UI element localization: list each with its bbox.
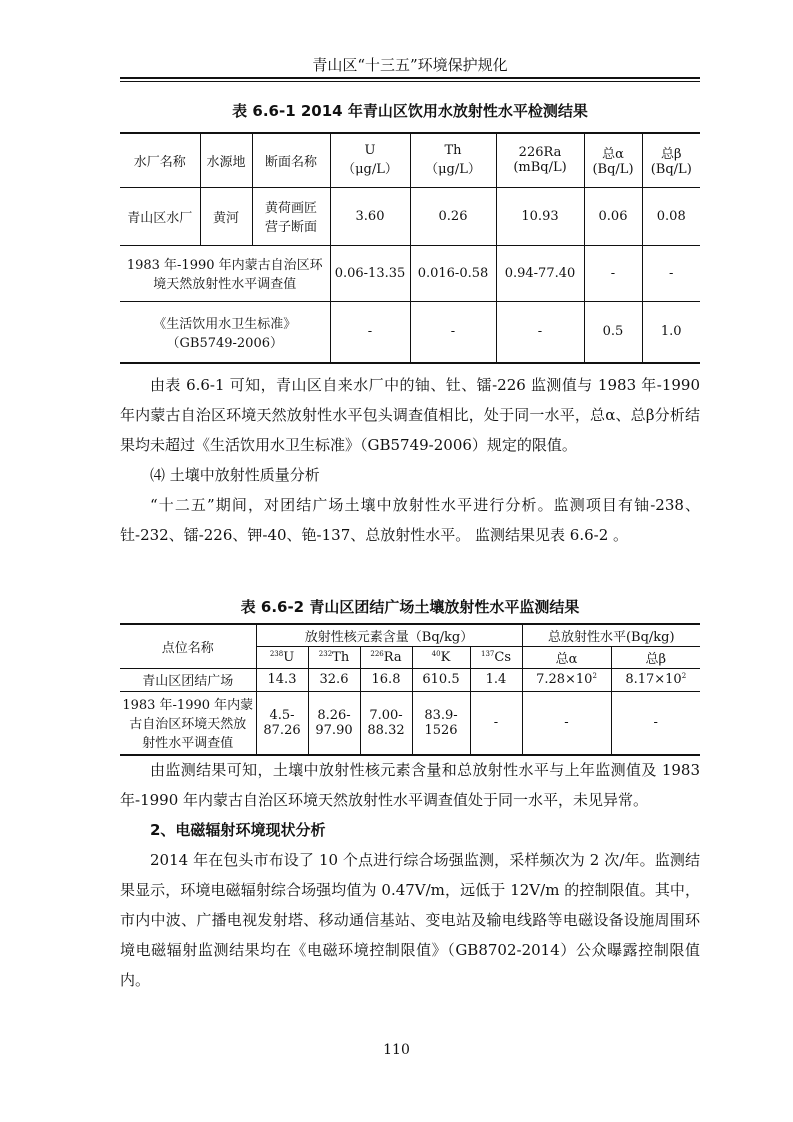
cell-ra: 16.8 <box>360 668 412 691</box>
cell-th: 0.016-0.58 <box>410 245 496 301</box>
paragraph: ⑷ 土壤中放射性质量分析 <box>150 466 320 484</box>
th-section: 断面名称 <box>252 133 330 187</box>
th-alpha: 总α <box>522 646 611 668</box>
cell-u: - <box>330 301 410 363</box>
th-total-group: 总放射性水平(Bq/kg) <box>522 624 700 646</box>
th-ra: 226Ra (mBq/L) <box>496 133 584 187</box>
table1-caption: 表 6.6-1 2014 年青山区饮用水放射性水平检测结果 <box>232 102 588 120</box>
table1 <box>120 132 700 364</box>
cell-th: 0.26 <box>410 187 496 245</box>
paragraph: “十二五”期间，对团结广场土壤中放射性水平进行分析。监测项目有铀-238、钍-232、镭-226、钾-40、铯-137、总放射性水平。 监测结果见表 6.6-2 。 <box>120 496 700 544</box>
running-header: 青山区“十三五”环境保护规化 <box>312 56 508 74</box>
th-th232: $^{232}$Th <box>308 646 360 668</box>
paragraph: 2014 年在包头市布设了 10 个点进行综合场强监测，采样频次为 2 次/年。监测结果显示，环境电磁辐射综合场强均值为 0.47V/m，远低于 12V/m 的控制限值。其中，市内中波、广播电视发射塔、移动通信基站、变电站及输电线路等电磁设备设施周围环境电磁辐射监测结果均在《电磁环境控制限值》（GB8702-2014）公众曝露控制限值内。 <box>120 851 700 989</box>
paragraph: 由监测结果可知，土壤中放射性核元素含量和总放射性水平与上年监测值及 1983 年-1990 年内蒙古自治区环境天然放射性水平调查值处于同一水平，未见异常。 <box>120 761 700 809</box>
cell-u: 3.60 <box>330 187 410 245</box>
th-u: U （μg/L） <box>330 133 410 187</box>
th-k40: $^{40}$K <box>412 646 470 668</box>
page-number: 110 <box>383 1042 410 1058</box>
cell-ra: 0.94-77.40 <box>496 245 584 301</box>
table-row <box>120 668 700 691</box>
cell-beta: $8.17\times 10^2$ <box>611 668 700 691</box>
th-plant: 水厂名称 <box>120 133 200 187</box>
cell-section: 黄荷画匠 营子断面 <box>252 187 330 245</box>
th-u238: $^{238}$U <box>256 646 308 668</box>
cell-site: 1983 年-1990 年内蒙 古自治区环境天然放 射性水平调查值 <box>120 691 256 755</box>
cell-u: 4.5- 87.26 <box>256 691 308 755</box>
header-rule <box>120 77 700 79</box>
cell-alpha: 0.5 <box>584 301 642 363</box>
table-row <box>120 691 700 755</box>
table2 <box>120 623 700 756</box>
cell-beta: - <box>642 245 700 301</box>
cell-plant: 青山区水厂 <box>120 187 200 245</box>
header-rule-thin <box>120 81 700 82</box>
th-cs137: $^{137}$Cs <box>470 646 522 668</box>
cell-site: 青山区团结广场 <box>120 668 256 691</box>
cell-beta: 0.08 <box>642 187 700 245</box>
cell-cs: - <box>470 691 522 755</box>
body-text-1 <box>120 370 700 550</box>
body-text-2 <box>120 755 700 995</box>
cell-ra: - <box>496 301 584 363</box>
cell-survey-label: 1983 年-1990 年内蒙古自治区环 境天然放射性水平调查值 <box>120 245 330 301</box>
cell-alpha: $7.28\times 10^2$ <box>522 668 611 691</box>
cell-standard-label: 《生活饮用水卫生标准》 （GB5749-2006） <box>153 316 297 351</box>
th-th: Th （μg/L） <box>410 133 496 187</box>
cell-source: 黄河 <box>200 187 252 245</box>
cell-u: 0.06-13.35 <box>330 245 410 301</box>
th-nuclide-group: 放射性核元素含量（Bq/kg） <box>256 624 522 646</box>
paragraph: 由表 6.6-1 可知，青山区自来水厂中的铀、钍、镭-226 监测值与 1983 年-1990 年内蒙古自治区环境天然放射性水平包头调查值相比，处于同一水平，总α、总β分析结果均未超过《生活饮用水卫生标准》（GB5749-2006）规定的限值。 <box>120 376 700 454</box>
table-row <box>120 245 700 301</box>
cell-k: 83.9- 1526 <box>412 691 470 755</box>
cell-k: 610.5 <box>412 668 470 691</box>
cell-beta: - <box>611 691 700 755</box>
th-alpha: 总α (Bq/L) <box>584 133 642 187</box>
table-row <box>120 301 700 363</box>
table-row <box>120 187 700 245</box>
cell-alpha: - <box>522 691 611 755</box>
table1-header-row <box>120 133 700 187</box>
cell-th: 32.6 <box>308 668 360 691</box>
th-ra226: $^{226}$Ra <box>360 646 412 668</box>
th-beta: 总β <box>611 646 700 668</box>
cell-alpha: - <box>584 245 642 301</box>
cell-ra: 10.93 <box>496 187 584 245</box>
cell-alpha: 0.06 <box>584 187 642 245</box>
cell-cs: 1.4 <box>470 668 522 691</box>
th-beta: 总β (Bq/L) <box>642 133 700 187</box>
cell-th: 8.26- 97.90 <box>308 691 360 755</box>
cell-beta: 1.0 <box>642 301 700 363</box>
cell-ra: 7.00- 88.32 <box>360 691 412 755</box>
th-source: 水源地 <box>200 133 252 187</box>
section-heading: 2、电磁辐射环境现状分析 <box>150 821 326 839</box>
table2-header-row <box>120 624 700 646</box>
cell-th: - <box>410 301 496 363</box>
table2-caption: 表 6.6-2 青山区团结广场土壤放射性水平监测结果 <box>240 598 580 616</box>
cell-u: 14.3 <box>256 668 308 691</box>
th-site: 点位名称 <box>120 624 256 668</box>
